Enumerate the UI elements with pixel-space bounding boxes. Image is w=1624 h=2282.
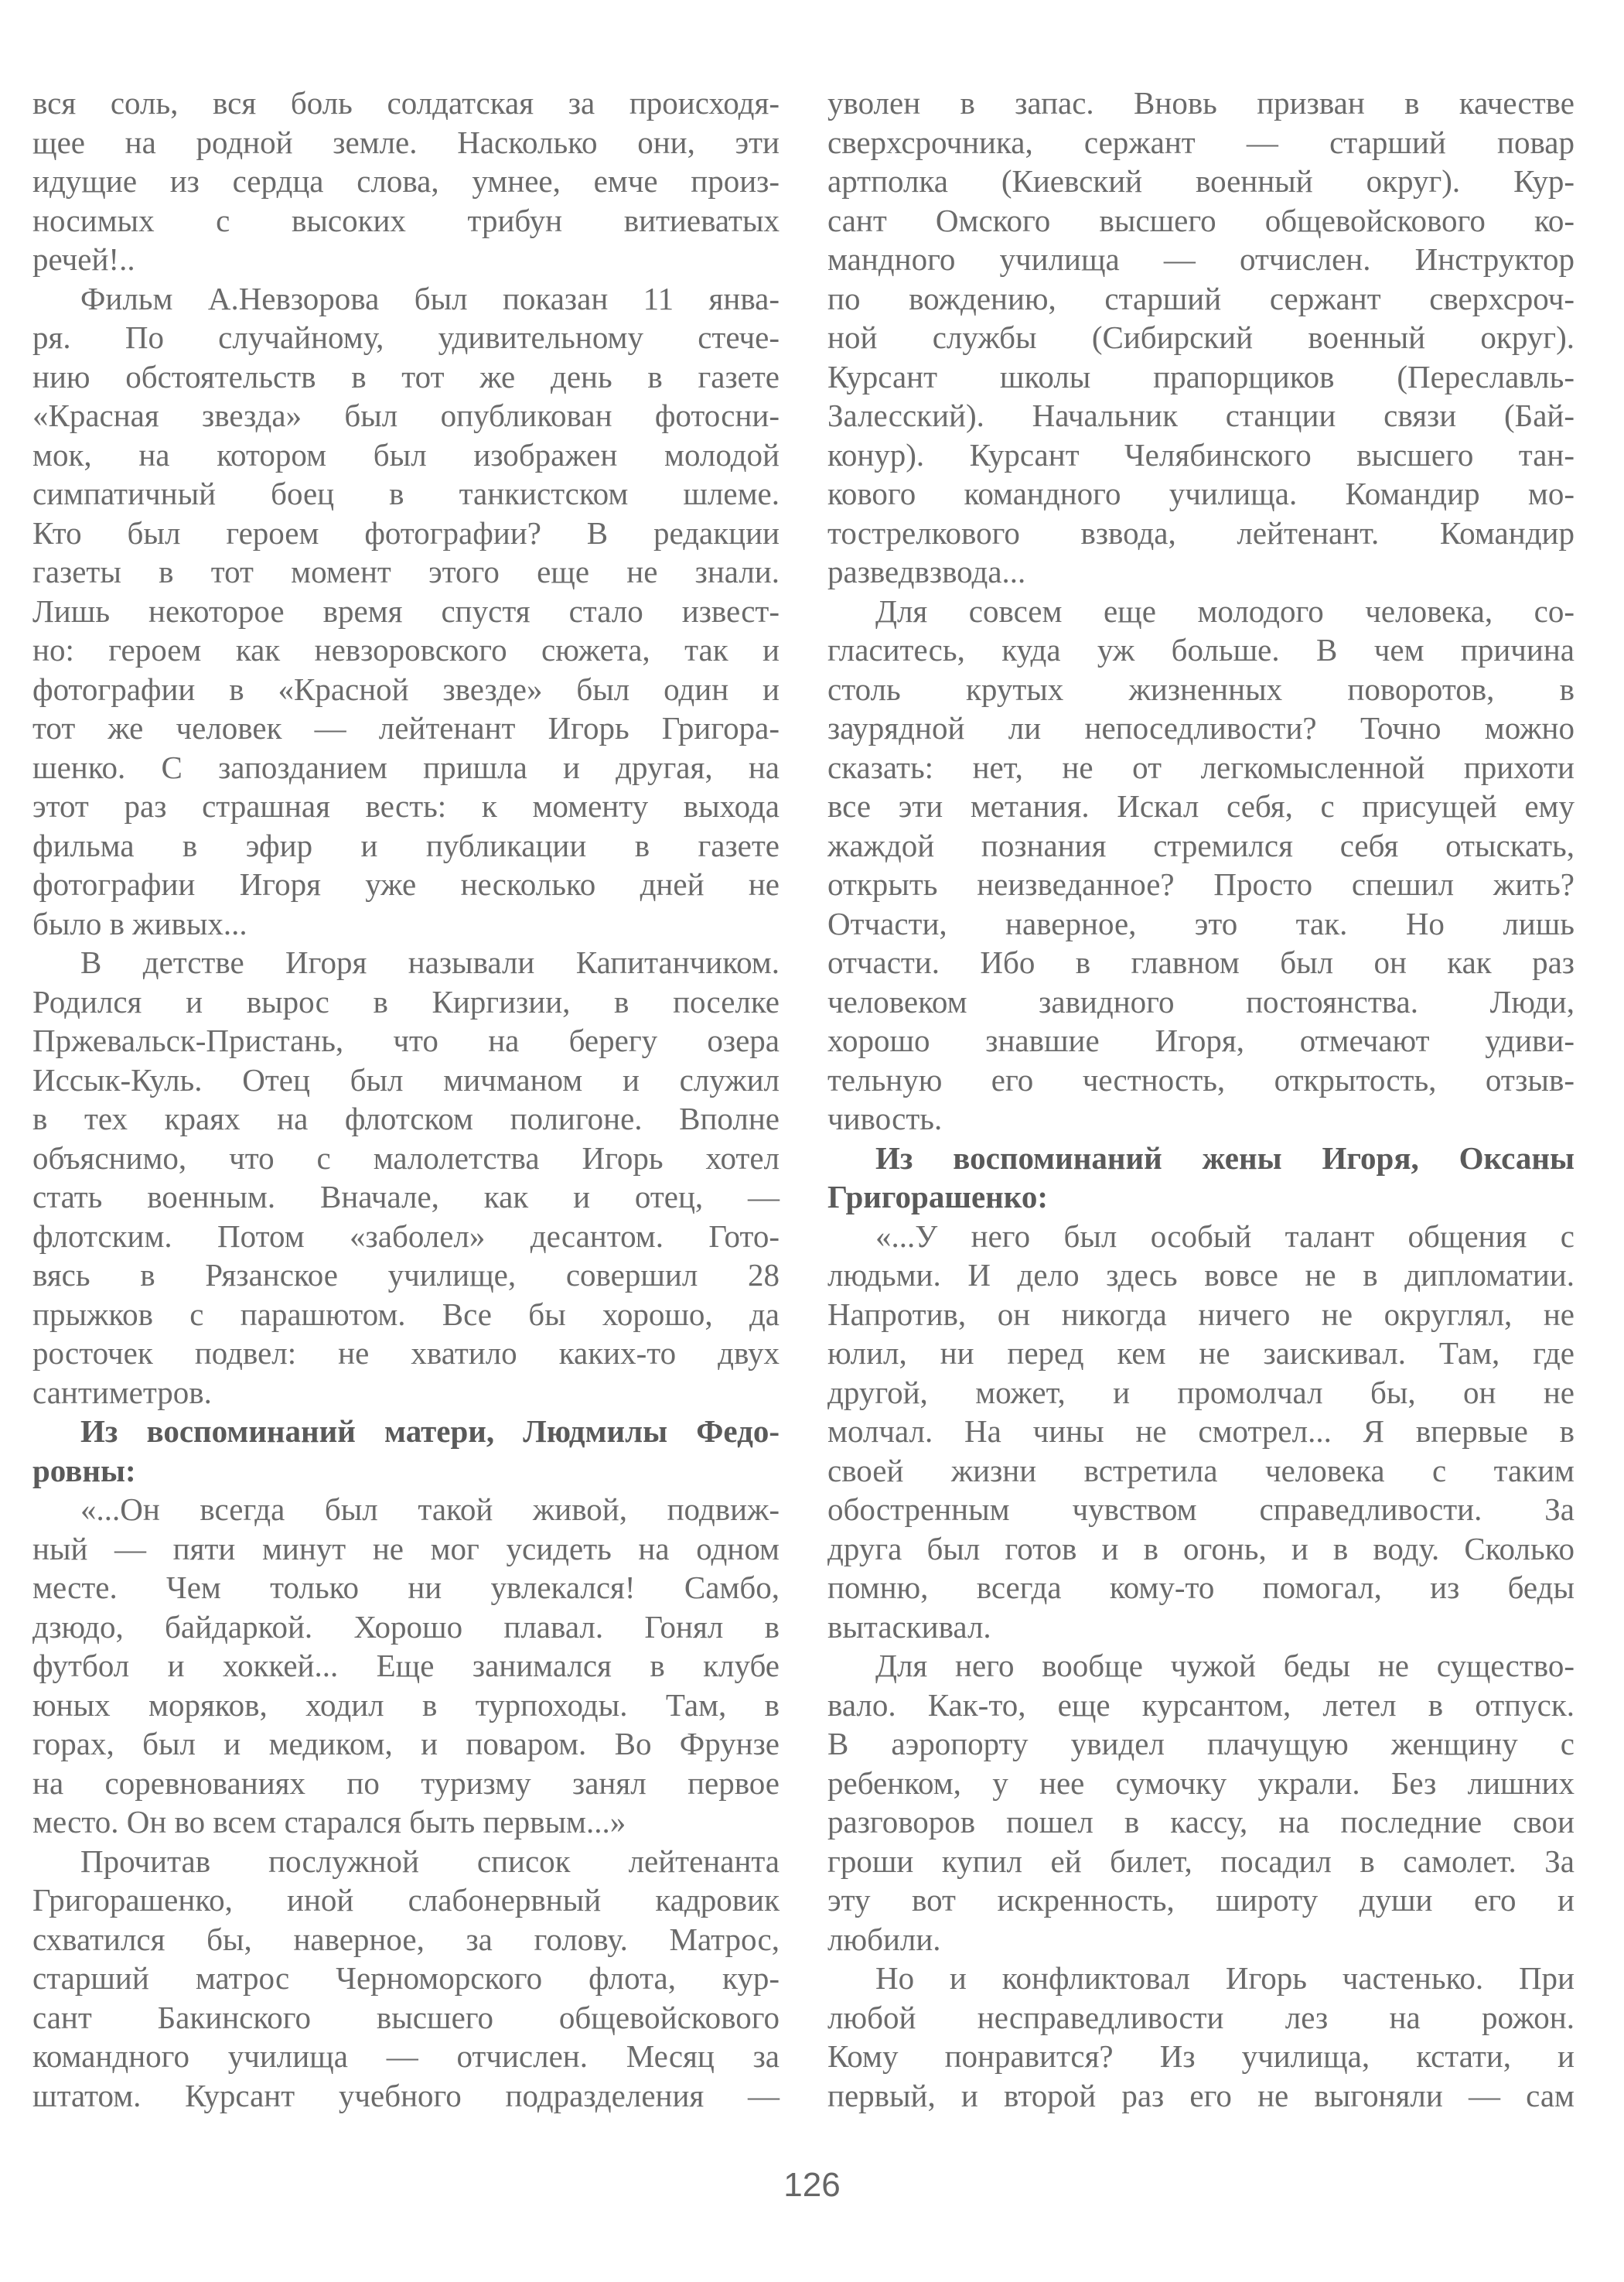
text-line: идущие из сердца слова, умнее, емче произ- bbox=[32, 163, 780, 199]
text-line: разговоров пошел в кассу, на последние свои bbox=[827, 1804, 1575, 1840]
text-line: флотским. Потом «заболел» десантом. Гото- bbox=[32, 1218, 780, 1254]
text-line: ный — пяти минут не мог усидеть на одном bbox=[32, 1530, 780, 1566]
text-line: росточек подвел: не хватило каких-то двух bbox=[32, 1335, 780, 1371]
text-line: тострелкового взвода, лейтенант. Командир bbox=[827, 514, 1575, 551]
text-line: тот же человек — лейтенант Игорь Григора- bbox=[32, 710, 780, 746]
text-line: конур). Курсант Челябинского высшего тан- bbox=[827, 436, 1575, 473]
text-line: другой, может, и промолчал бы, он не bbox=[827, 1374, 1575, 1410]
text-line: нию обстоятельств в тот же день в газете bbox=[32, 358, 780, 395]
text-line: Кто был героем фотографии? В редакции bbox=[32, 514, 780, 551]
text-line: Залесский). Начальник станции связи (Бай- bbox=[827, 398, 1575, 433]
text-line: вясь в Рязанское училище, совершил 28 bbox=[32, 1257, 780, 1293]
text-line: носимых с высоких трибун витиеватых bbox=[32, 202, 780, 238]
text-line: дзюдо, байдаркой. Хорошо плавал. Гонял в bbox=[32, 1608, 780, 1645]
text-line: В аэропорту увидел плачущую женщину с bbox=[827, 1726, 1575, 1761]
text-line: щее на родной земле. Насколько они, эти bbox=[32, 124, 780, 160]
text-line: шенко. С запозданием пришла и другая, на bbox=[32, 749, 780, 785]
text-line: открыть неизведанное? Просто спешил жить? bbox=[827, 866, 1575, 902]
text-line: кового командного училища. Командир мо- bbox=[827, 476, 1575, 511]
text-line: любили. bbox=[827, 1921, 941, 1957]
text-line: чивость. bbox=[827, 1101, 943, 1136]
text-line: все эти метания. Искал себя, с присущей ему bbox=[827, 788, 1575, 824]
text-line: газеты в тот момент этого еще не знали. bbox=[32, 554, 780, 589]
text-line: артполка (Киевский военный округ). Кур- bbox=[827, 163, 1575, 199]
text-line: помню, всегда кому-то помогал, из беды bbox=[827, 1570, 1575, 1605]
text-line: первый, и второй раз его не выгоняли — сам bbox=[827, 2077, 1575, 2113]
text-line: этот раз страшная весть: к моменту выхода bbox=[32, 788, 780, 824]
text-line: хорошо знавшие Игоря, отмечают удиви- bbox=[827, 1023, 1575, 1058]
text-line: в тех краях на флотском полигоне. Вполне bbox=[32, 1101, 780, 1136]
text-line: отчасти. Ибо в главном был он как раз bbox=[827, 945, 1575, 980]
text-line: разведвзвода... bbox=[827, 554, 1026, 589]
text-line: мандного училища — отчислен. Инструктор bbox=[827, 241, 1575, 277]
text-line: людьми. И дело здесь вовсе не в дипломатии. bbox=[827, 1257, 1575, 1293]
text-line: Для совсем еще молодого человека, со- bbox=[875, 593, 1575, 629]
text-line: Пржевальск-Пристань, что на берегу озера bbox=[32, 1023, 780, 1058]
text-line: вся соль, вся боль солдатская за происходя- bbox=[32, 85, 780, 121]
text-line: схватился бы, наверное, за голову. Матрос, bbox=[32, 1921, 780, 1957]
text-line: фотографии Игоря уже несколько дней не bbox=[32, 866, 780, 902]
text-line: Отчасти, наверное, это так. Но лишь bbox=[827, 905, 1575, 941]
text-line: Григорашенко, иной слабонервный кадровик bbox=[32, 1882, 780, 1918]
text-line: Напротив, он никогда ничего не округлял, не bbox=[827, 1296, 1575, 1332]
text-line: горах, был и медиком, и поваром. Во Фрунзе bbox=[32, 1726, 780, 1761]
text-line: место. Он во всем старался быть первым...» bbox=[32, 1804, 626, 1840]
text-line: прыжков с парашютом. Все бы хорошо, да bbox=[32, 1296, 780, 1332]
text-line: обостренным чувством справедливости. За bbox=[827, 1491, 1575, 1527]
text-line: месте. Чем только ни увлекался! Самбо, bbox=[32, 1570, 780, 1605]
text-line: фотографии в «Красной звезде» был один и bbox=[32, 671, 780, 707]
right-text-column bbox=[827, 84, 1575, 2115]
text-line: Лишь некоторое время спустя стало извест- bbox=[32, 593, 780, 629]
text-line: любой несправедливости лез на рожон. bbox=[827, 1999, 1575, 2035]
text-line: сверхсрочника, сержант — старший повар bbox=[827, 124, 1575, 160]
text-line: Фильм А.Невзорова был показан 11 янва- bbox=[80, 280, 780, 316]
text-line: юлил, ни перед кем не заискивал. Там, где bbox=[827, 1335, 1575, 1371]
text-line: ребенком, у нее сумочку украли. Без лишних bbox=[827, 1764, 1575, 1801]
text-line: вало. Как-то, еще курсантом, летел в отпуск. bbox=[827, 1686, 1575, 1723]
text-line: командного училища — отчислен. Месяц за bbox=[32, 2038, 780, 2074]
text-line: В детстве Игоря называли Капитанчиком. bbox=[80, 945, 780, 980]
text-line: Прочитав послужной список лейтенанта bbox=[80, 1843, 780, 1879]
text-line: «Красная звезда» был опубликован фотосни- bbox=[32, 398, 780, 433]
text-line: столь крутых жизненных поворотов, в bbox=[827, 671, 1575, 707]
text-line: фильма в эфир и публикации в газете bbox=[32, 827, 780, 863]
text-line: мок, на котором был изображен молодой bbox=[32, 436, 780, 473]
text-line: друга был готов и в огонь, и в воду. Сколько bbox=[827, 1530, 1575, 1566]
text-line: вытаскивал. bbox=[827, 1608, 991, 1645]
text-line: Для него вообще чужой беды не существо- bbox=[875, 1648, 1575, 1683]
text-line: сант Омского высшего общевойскового ко- bbox=[827, 202, 1575, 238]
text-line: штатом. Курсант учебного подразделения — bbox=[32, 2077, 780, 2113]
text-line: сант Бакинского высшего общевойскового bbox=[32, 1999, 780, 2035]
text-line: на соревнованиях по туризму занял первое bbox=[32, 1764, 780, 1801]
page-number: 126 bbox=[783, 2166, 841, 2204]
text-line: уволен в запас. Вновь призван в качестве bbox=[827, 85, 1575, 121]
text-line: ной службы (Сибирский военный округ). bbox=[827, 319, 1575, 355]
text-line: жаждой познания стремился себя отыскать, bbox=[827, 827, 1575, 863]
text-line: ря. По случайному, удивительному стече- bbox=[32, 319, 780, 355]
left-text-column bbox=[32, 84, 780, 2115]
text-line: заурядной ли непоседливости? Точно можно bbox=[827, 710, 1575, 746]
text-line: гроши купил ей билет, посадил в самолет. За bbox=[827, 1843, 1575, 1879]
text-line: Родился и вырос в Киргизии, в поселке bbox=[32, 983, 780, 1020]
text-line: тельную его честность, открытость, отзыв- bbox=[827, 1061, 1575, 1098]
text-line: но: героем как невзоровского сюжета, так и bbox=[32, 632, 780, 668]
text-line: Кому понравится? Из училища, кстати, и bbox=[827, 2038, 1575, 2074]
text-line: Но и конфликтовал Игорь частенько. При bbox=[875, 1960, 1575, 1996]
text-line: по вождению, старший сержант сверхсроч- bbox=[827, 280, 1575, 316]
text-line: футбол и хоккей... Еще занимался в клубе bbox=[32, 1648, 780, 1683]
text-line: было в живых... bbox=[32, 905, 247, 941]
section-heading-line: Григорашенко: bbox=[827, 1179, 1048, 1214]
text-line: сказать: нет, не от легкомысленной прихоти bbox=[827, 749, 1575, 785]
text-line: стать военным. Вначале, как и отец, — bbox=[32, 1179, 780, 1214]
text-line: объяснимо, что с малолетства Игорь хотел bbox=[32, 1139, 780, 1176]
text-line: «...Он всегда был такой живой, подвиж- bbox=[80, 1491, 780, 1527]
text-line: гласитесь, куда уж больше. В чем причина bbox=[827, 632, 1575, 668]
text-line: симпатичный боец в танкистском шлеме. bbox=[32, 476, 780, 511]
text-line: речей!.. bbox=[32, 241, 135, 277]
section-heading-line: Из воспоминаний матери, Людмилы Федо- bbox=[80, 1413, 780, 1449]
text-line: Иссык-Куль. Отец был мичманом и служил bbox=[32, 1061, 780, 1098]
text-line: старший матрос Черноморского флота, кур- bbox=[32, 1960, 780, 1996]
text-line: сантиметров. bbox=[32, 1374, 212, 1410]
text-line: человеком завидного постоянства. Люди, bbox=[827, 983, 1575, 1020]
text-line: «...У него был особый талант общения с bbox=[875, 1218, 1575, 1254]
text-line: молчал. На чины не смотрел... Я впервые в bbox=[827, 1413, 1575, 1449]
section-heading-line: Из воспоминаний жены Игоря, Оксаны bbox=[875, 1139, 1575, 1176]
text-line: своей жизни встретила человека с таким bbox=[827, 1452, 1575, 1488]
text-line: Курсант школы прапорщиков (Переславль- bbox=[827, 358, 1575, 395]
section-heading-line: ровны: bbox=[32, 1452, 136, 1488]
text-line: эту вот искренность, широту души его и bbox=[827, 1882, 1575, 1918]
text-line: юных моряков, ходил в турпоходы. Там, в bbox=[32, 1686, 780, 1723]
